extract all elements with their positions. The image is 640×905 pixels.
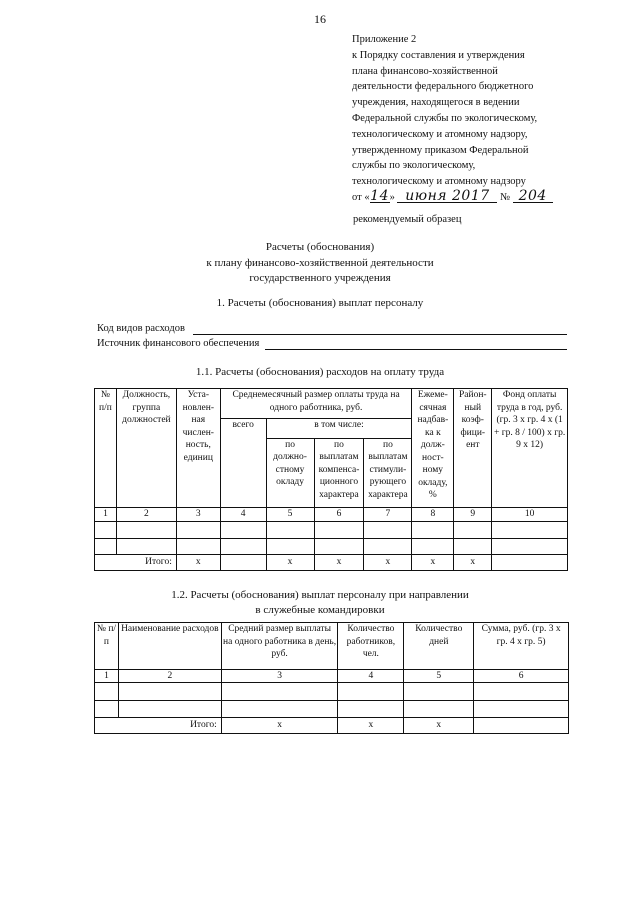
document-title <box>0 240 640 287</box>
col-number: 1 <box>95 669 119 683</box>
col-number: 7 <box>364 507 412 521</box>
col-number: 6 <box>474 669 569 683</box>
col-number: 5 <box>266 507 314 521</box>
appendix-line: утвержденному приказом Федеральной <box>352 144 529 156</box>
total-cell: x <box>364 555 412 571</box>
total-label: Итого: <box>95 717 222 733</box>
col-number: 2 <box>118 669 221 683</box>
col-number: 9 <box>454 507 492 521</box>
appendix-line: технологическому и атомному надзору, <box>352 128 528 140</box>
col-number: 2 <box>116 507 176 521</box>
col-number: 1 <box>95 507 117 521</box>
total-cell <box>474 717 569 733</box>
date-month-handwritten: июня 2017 <box>397 190 497 203</box>
header-by-salary: по должно-стному окладу <box>266 438 314 507</box>
title-line: государственного учреждения <box>249 272 391 284</box>
appendix-line: учреждения, находящегося в ведении <box>352 97 520 109</box>
table1-title: 1.1. Расчеты (обоснования) расходов на оплату труда <box>195 366 445 378</box>
appendix-line: службы по экологическому, <box>352 160 476 172</box>
header-total: всего <box>220 419 266 507</box>
order-number-handwritten: 204 <box>513 190 553 203</box>
header-including: в том числе: <box>266 419 412 438</box>
table-row <box>95 521 568 538</box>
sample-note: рекомендуемый образец <box>353 214 462 225</box>
expense-code-field <box>97 323 185 334</box>
col-number: 10 <box>492 507 568 521</box>
total-cell <box>492 555 568 571</box>
header-workers: Количество работников, чел. <box>338 623 404 670</box>
expense-code-line <box>193 334 567 335</box>
date-prefix: от « <box>352 191 370 203</box>
funding-source-line <box>265 349 567 350</box>
appendix-header <box>352 32 553 206</box>
table-row <box>95 700 569 717</box>
col-number: 6 <box>314 507 364 521</box>
page-number: 16 <box>314 12 326 26</box>
total-cell: x <box>221 717 338 733</box>
header-avg-payment: Средний размер выплаты на одного работника в день, руб. <box>221 623 338 670</box>
total-row <box>95 717 569 733</box>
title-line: к плану финансово-хозяйственной деятельности <box>206 256 434 269</box>
header-units: Уста-новлен-ная числен-ность, единиц <box>176 389 220 508</box>
appendix-line: плана финансово-хозяйственной <box>352 65 498 77</box>
date-day-handwritten: 14 <box>370 187 389 204</box>
header-annual-fund: Фонд оплаты труда в год, руб. (гр. 3 х гр. 4 х (1 + гр. 8 / 100) х гр. 9 х 12) <box>492 389 568 508</box>
header-regional-coef: Район-ный коэф-фици-ент <box>454 389 492 508</box>
total-cell: x <box>266 555 314 571</box>
title-line: Расчеты (обоснования) <box>265 241 375 253</box>
appendix-line: Приложение 2 <box>352 34 417 45</box>
total-cell: x <box>176 555 220 571</box>
total-cell: x <box>314 555 364 571</box>
order-date-line <box>352 187 553 206</box>
col-number: 4 <box>338 669 404 683</box>
section-title: 1. Расчеты (обоснования) выплат персоналу <box>216 297 424 309</box>
appendix-line: технологическому и атомному надзору <box>352 176 526 188</box>
trip-table <box>94 622 569 734</box>
header-stimulating: по выплатам стимули-рующего характера <box>364 438 412 507</box>
col-number: 3 <box>176 507 220 521</box>
total-cell <box>220 555 266 571</box>
table-row <box>95 683 569 700</box>
column-number-row <box>95 669 569 683</box>
total-row <box>95 555 568 571</box>
table-row <box>95 538 568 555</box>
header-expense-name: Наименование расходов <box>118 623 221 670</box>
total-cell: x <box>338 717 404 733</box>
header-sum: Сумма, руб. (гр. 3 х гр. 4 х гр. 5) <box>474 623 569 670</box>
date-quote: » <box>389 191 395 203</box>
header-num: № п/п <box>95 389 117 508</box>
header-monthly-bonus: Ежеме-сячная надбав-ка к долж-ност-ному окладу, % <box>412 389 454 508</box>
total-cell: x <box>404 717 474 733</box>
col-number: 8 <box>412 507 454 521</box>
total-cell: x <box>412 555 454 571</box>
header-compensation: по выплатам компенса-ционного характера <box>314 438 364 507</box>
title-line: в служебные командировки <box>255 604 385 616</box>
appendix-line: Федеральной службы по экологическому, <box>352 112 538 124</box>
funding-source-field <box>97 338 259 349</box>
header-position: Должность, группа должностей <box>116 389 176 508</box>
col-number: 5 <box>404 669 474 683</box>
header-avg-salary: Среднемесячный размер оплаты труда на одного работника, руб. <box>220 389 412 419</box>
number-label: № <box>500 191 511 203</box>
total-label: Итого: <box>95 555 177 571</box>
header-num: № п/п <box>95 623 119 670</box>
col-number: 4 <box>220 507 266 521</box>
header-days: Количество дней <box>404 623 474 670</box>
appendix-line: к Порядку составления и утверждения <box>352 49 525 61</box>
column-number-row <box>95 507 568 521</box>
field-label: Код видов расходов <box>97 323 185 334</box>
table2-title <box>0 588 640 618</box>
field-label: Источник финансового обеспечения <box>97 338 260 349</box>
title-line: 1.2. Расчеты (обоснования) выплат персоналу при направлении <box>171 589 469 601</box>
salary-table <box>94 388 568 571</box>
total-cell: x <box>454 555 492 571</box>
appendix-line: деятельности федерального бюджетного <box>352 81 534 93</box>
col-number: 3 <box>221 669 338 683</box>
